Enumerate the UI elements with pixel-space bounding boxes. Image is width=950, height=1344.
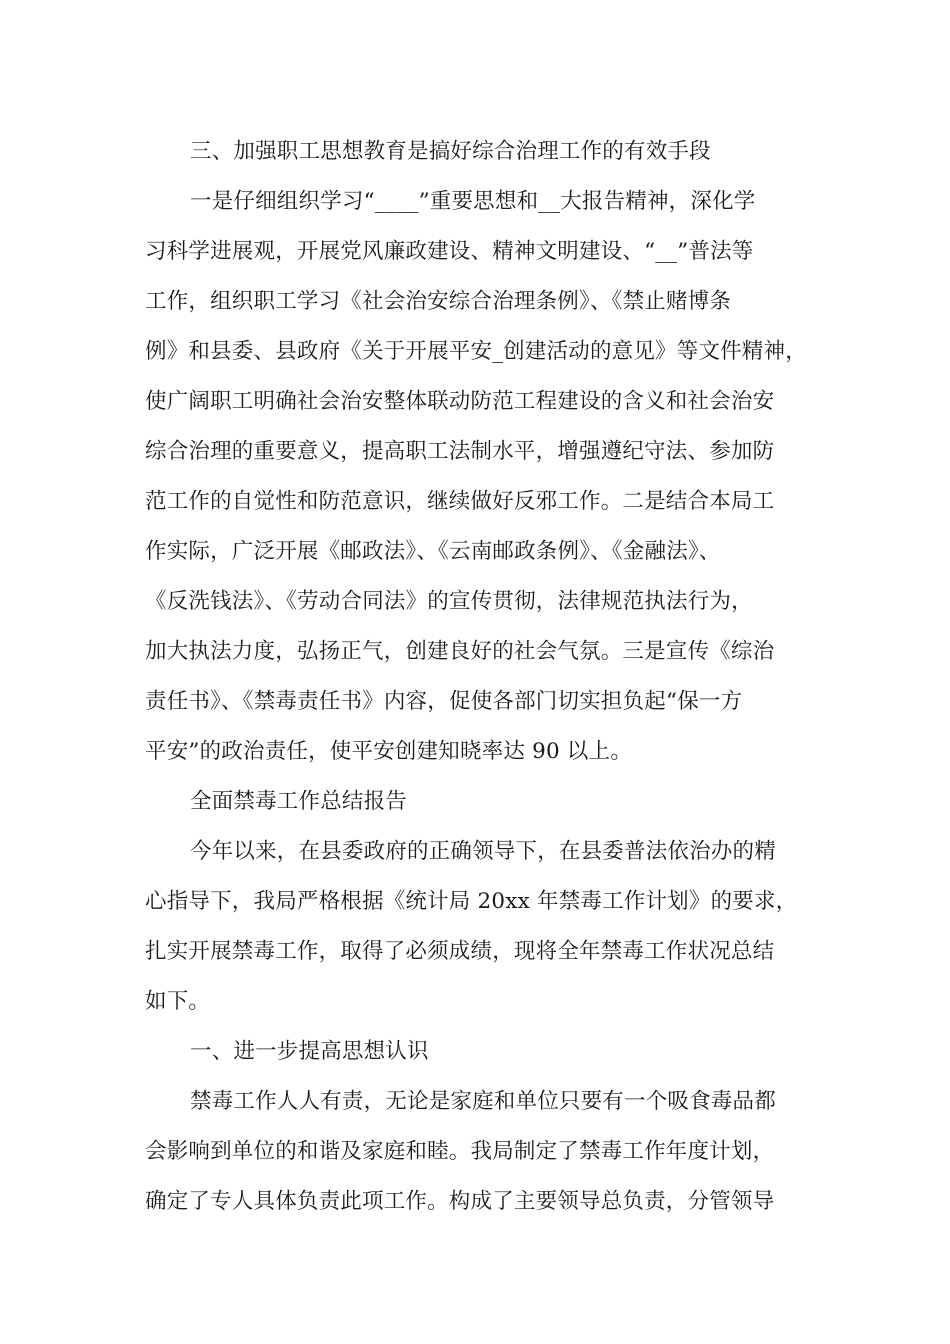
paragraph-line: 例》和县委、县政府《关于开展平安_创建活动的意见》等文件精神， [145, 339, 807, 364]
paragraph-line: 一是仔细组织学习“____”重要思想和__大报告精神，深化学 [190, 189, 756, 214]
paragraph-line: 会影响到单位的和谐及家庭和睦。我局制定了禁毒工作年度计划， [145, 1139, 775, 1164]
section-heading-1: 一、进一步提高思想认识 [190, 1039, 429, 1064]
paragraph-line: 加大执法力度，弘扬正气，创建良好的社会气氛。三是宣传《综治 [145, 639, 775, 664]
paragraph-line: 如下。 [145, 989, 211, 1014]
report-title: 全面禁毒工作总结报告 [190, 789, 408, 814]
paragraph-line: 习科学进展观，开展党风廉政建设、精神文明建设、“__”普法等 [145, 239, 754, 264]
paragraph-line: 今年以来，在县委政府的正确领导下，在县委普法依治办的精 [190, 839, 776, 864]
paragraph-line: 范工作的自觉性和防范意识，继续做好反邪工作。二是结合本局工 [145, 489, 775, 514]
section-heading-3: 三、加强职工思想教育是搞好综合治理工作的有效手段 [190, 139, 711, 164]
paragraph-line: 作实际，广泛开展《邮政法》、《云南邮政条例》、《金融法》、 [145, 539, 721, 564]
paragraph-line: 平安”的政治责任，使平安创建知晓率达 90 以上。 [145, 739, 633, 764]
paragraph-line: 心指导下，我局严格根据《统计局 20xx 年禁毒工作计划》的要求， [145, 889, 798, 914]
paragraph-line: 确定了专人具体负责此项工作。构成了主要领导总负责，分管领导 [145, 1189, 775, 1214]
paragraph-line: 扎实开展禁毒工作，取得了必须成绩，现将全年禁毒工作状况总结 [145, 939, 775, 964]
paragraph-line: 禁毒工作人人有责，无论是家庭和单位只要有一个吸食毒品都 [190, 1089, 776, 1114]
paragraph-line: 综合治理的重要意义，提高职工法制水平，增强遵纪守法、参加防 [145, 439, 775, 464]
paragraph-line: 工作，组织职工学习《社会治安综合治理条例》、《禁止赌博条 [145, 289, 732, 314]
paragraph-line: 使广阔职工明确社会治安整体联动防范工程建设的含义和社会治安 [145, 389, 775, 414]
paragraph-line: 责任书》、《禁毒责任书》内容，促使各部门切实担负起“保一方 [145, 689, 743, 714]
paragraph-line: 《反洗钱法》、《劳动合同法》的宣传贯彻，法律规范执法行为， [145, 589, 753, 614]
